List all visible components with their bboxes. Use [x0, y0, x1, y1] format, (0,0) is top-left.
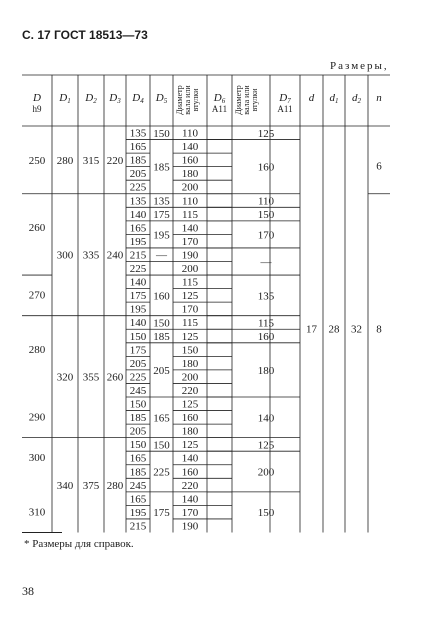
D5-cell: 150	[153, 439, 170, 452]
D1-cell: 300	[56, 249, 74, 262]
D5-cell: 150	[153, 317, 170, 330]
D4-cell: 135	[129, 127, 147, 140]
column-header: D3	[109, 92, 121, 105]
D4-cell: 165	[129, 141, 147, 154]
D5-cell: 195	[153, 229, 170, 242]
D4-cell: 140	[129, 276, 147, 289]
column-header: D1	[59, 92, 71, 105]
shaft-diameter-cell: 125	[181, 439, 199, 452]
D4-cell: 225	[129, 181, 147, 194]
D4-cell: 135	[129, 195, 147, 208]
D-cell: 290	[28, 411, 46, 424]
D6-cell: 110	[257, 195, 275, 208]
column-header: D5	[155, 92, 168, 105]
column-header: D6	[213, 92, 226, 105]
column-header-sub: A11	[277, 104, 293, 114]
d2-cell: 32	[351, 323, 362, 336]
D1-cell: 320	[56, 371, 74, 384]
shaft-diameter-cell: 125	[181, 398, 199, 411]
D4-cell: 165	[129, 222, 147, 235]
column-header: D4	[132, 92, 144, 105]
D2-cell: 315	[82, 154, 100, 167]
shaft-diameter-cell: 200	[181, 371, 199, 384]
column-header-rotated: втулки	[191, 88, 200, 112]
D6-cell: 180	[257, 364, 275, 377]
D4-cell: 185	[129, 154, 147, 167]
shaft-diameter-cell: 190	[181, 520, 199, 533]
D4-cell: 175	[129, 344, 147, 357]
D6-cell: 200	[257, 466, 275, 479]
column-header: d1	[329, 92, 339, 105]
D1-cell: 340	[56, 480, 74, 493]
D4-cell: 165	[129, 493, 147, 506]
D3-cell: 240	[106, 249, 124, 262]
column-header: D	[33, 92, 41, 104]
D6-cell: 150	[257, 507, 275, 520]
D5-cell: 135	[153, 195, 170, 208]
column-header-sub: A11	[211, 104, 228, 114]
D3-cell: 260	[106, 371, 124, 384]
D-cell: 310	[28, 506, 46, 519]
D6-cell: 150	[257, 209, 275, 222]
D4-cell: 195	[129, 506, 147, 519]
footnote-rule	[22, 532, 62, 533]
shaft-diameter-cell: 115	[181, 208, 199, 221]
D4-cell: 150	[129, 330, 147, 343]
D5-cell: 175	[153, 209, 170, 222]
D4-cell: 165	[129, 452, 147, 465]
D5-cell: 160	[153, 290, 170, 303]
shaft-diameter-cell: 110	[181, 195, 199, 208]
D5-cell: 165	[153, 412, 170, 425]
page-number: 38	[22, 584, 34, 598]
shaft-diameter-cell: 170	[181, 235, 199, 248]
shaft-diameter-cell: 140	[181, 141, 199, 154]
shaft-diameter-cell: 170	[181, 303, 199, 316]
D3-cell: 280	[106, 480, 124, 493]
D6-cell: —	[260, 256, 272, 269]
D-cell: 280	[28, 343, 46, 356]
footnote: * Размеры для справок.	[24, 538, 134, 550]
column-header-rotated: втулки	[250, 88, 259, 112]
D4-cell: 245	[129, 384, 147, 397]
D6-cell: 115	[257, 317, 275, 330]
shaft-diameter-cell: 160	[181, 412, 199, 425]
D4-cell: 195	[129, 235, 147, 248]
D6-cell: 135	[257, 290, 275, 303]
shaft-diameter-cell: 125	[181, 290, 199, 303]
column-header-rotated: Диаметр	[234, 85, 243, 115]
D4-cell: 185	[129, 412, 147, 425]
D5-cell: 205	[153, 364, 170, 377]
shaft-diameter-cell: 180	[181, 168, 199, 181]
D6-cell: 140	[257, 412, 275, 425]
shaft-diameter-cell: 140	[181, 493, 199, 506]
column-header: d	[308, 92, 315, 104]
D4-cell: 215	[129, 520, 147, 533]
D5-cell: 185	[153, 161, 170, 174]
shaft-diameter-cell: 140	[181, 222, 199, 235]
shaft-diameter-cell: 220	[181, 384, 199, 397]
D5-cell: 185	[153, 331, 170, 344]
shaft-diameter-cell: 115	[181, 276, 199, 289]
D-cell: 260	[28, 221, 46, 234]
shaft-diameter-cell: 160	[181, 154, 199, 167]
column-header: n	[376, 92, 382, 104]
D-cell: 250	[28, 154, 46, 167]
shaft-diameter-cell: 125	[181, 330, 199, 343]
D1-cell: 280	[56, 154, 74, 167]
column-header: D7	[279, 92, 291, 105]
D-cell: 270	[28, 289, 46, 302]
D6-cell: 160	[257, 331, 275, 344]
shaft-diameter-cell: 190	[181, 249, 199, 262]
d-cell: 17	[306, 323, 317, 336]
d1-cell: 28	[328, 323, 340, 336]
D6-cell: 170	[257, 229, 275, 242]
shaft-diameter-cell: 115	[181, 317, 199, 330]
column-header-rotated: вала или	[242, 85, 251, 115]
shaft-diameter-cell: 200	[181, 181, 199, 194]
D4-cell: 195	[129, 303, 147, 316]
n-cell: 6	[376, 160, 382, 173]
D-cell: 300	[28, 452, 46, 465]
shaft-diameter-cell: 200	[181, 263, 199, 275]
D4-cell: 205	[129, 357, 147, 370]
shaft-diameter-cell: 180	[181, 425, 199, 438]
shaft-diameter-cell: 180	[181, 357, 199, 370]
D6-cell: 125	[257, 127, 275, 140]
D4-cell: 245	[129, 479, 147, 492]
D4-cell: 150	[129, 398, 147, 411]
column-header: d2	[352, 92, 361, 105]
column-header-rotated: вала или	[183, 85, 192, 115]
D3-cell: 220	[106, 154, 124, 167]
shaft-diameter-cell: 220	[181, 479, 199, 492]
shaft-diameter-cell: 110	[181, 127, 199, 140]
D5-cell: 225	[153, 466, 170, 479]
D4-cell: 225	[129, 371, 147, 384]
shaft-diameter-cell: 170	[181, 506, 199, 519]
D4-cell: 140	[129, 208, 147, 221]
D5-cell: —	[156, 249, 167, 262]
page-header: С. 17 ГОСТ 18513—73	[22, 28, 148, 42]
D2-cell: 355	[82, 371, 100, 384]
column-header: D2	[85, 92, 97, 105]
D4-cell: 205	[129, 425, 147, 438]
D6-cell: 125	[257, 439, 275, 452]
D6-cell: 160	[257, 161, 275, 174]
D2-cell: 335	[82, 249, 100, 262]
D5-cell: 150	[153, 127, 170, 140]
D4-cell: 215	[129, 249, 147, 262]
column-header-rotated: Диаметр	[175, 85, 184, 115]
D4-cell: 225	[129, 263, 147, 275]
dimensions-label: Размеры,	[330, 60, 389, 72]
D4-cell: 185	[129, 466, 147, 479]
D2-cell: 375	[82, 480, 100, 493]
D4-cell: 175	[129, 290, 147, 303]
D4-cell: 205	[129, 168, 147, 181]
shaft-diameter-cell: 160	[181, 466, 199, 479]
D4-cell: 150	[129, 439, 147, 452]
D5-cell: 175	[153, 507, 170, 520]
shaft-diameter-cell: 140	[181, 452, 199, 465]
n-cell: 8	[376, 323, 382, 336]
column-header-sub: h9	[32, 104, 42, 114]
shaft-diameter-cell: 150	[181, 344, 199, 357]
D4-cell: 140	[129, 317, 147, 330]
